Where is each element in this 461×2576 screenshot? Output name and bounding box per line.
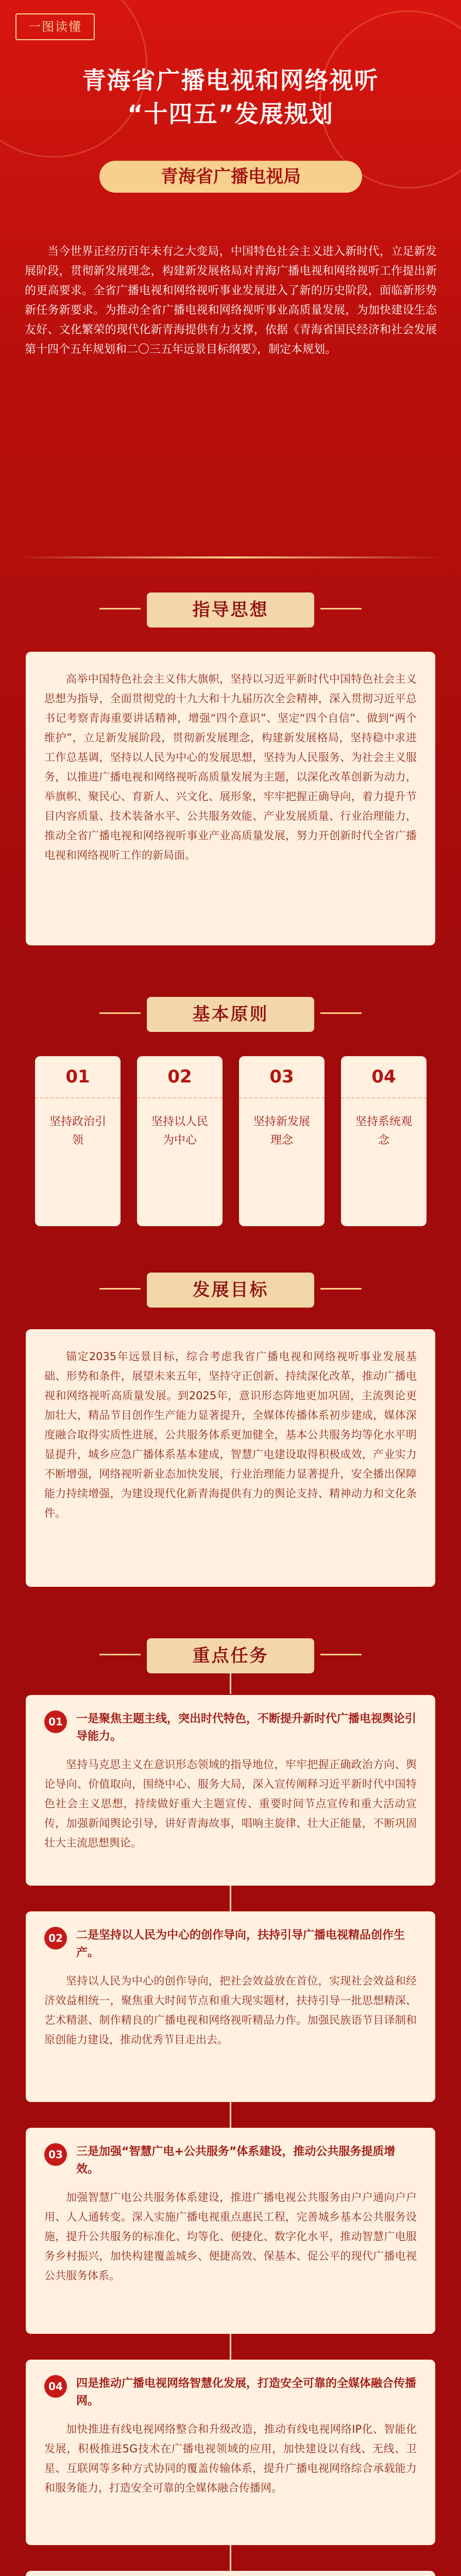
principle-text: 坚持政治引领 [49,1115,106,1147]
task-text: 坚持以人民为中心的创作导向，把社会效益放在首位，实现社会效益和经济效益相统一，聚焦重大时间节点和重大现实题材，扶持引导一批思想精深、艺术精湛、制作精良的广播电视和网络视听精品力作。加强民族语节目译制和原创能力建设，推动优秀节目走出去。 [44,1975,417,2046]
principle-card [239,1056,325,1226]
section-title-tasks: 重点任务 [147,1638,314,1673]
section-title-principles: 基本原则 [147,997,314,1032]
principle-card [35,1056,121,1226]
task-text: 加快推进有线电视网络整合和升级改造，推动有线电视网络IP化、智能化发展，积极推进5G技术在广播电视领域的应用，加快建设以有线、无线、卫星、互联网等多种方式协同的覆盖传输体系，提升广播电视网络综合承载能力和服务能力，打造安全可靠的全媒体融合传播网。 [44,2423,417,2494]
task-card [26,2571,435,2576]
principle-number: 04 [341,1056,426,1098]
page-title-line2: “十四五”发展规划 [127,100,334,128]
task-number-icon: 01 [44,1710,67,1733]
principle-text: 坚持系统观念 [355,1115,412,1147]
task-title: 一是聚焦主题主线，突出时代特色，不断提升新时代广播电视舆论引导能力。 [76,1713,417,1743]
principle-card [341,1056,426,1226]
principle-number: 03 [239,1056,325,1098]
task-title: 四是推动广播电视网络智慧化发展，打造安全可靠的全媒体融合传播网。 [76,2377,417,2408]
task-heading [44,1927,417,1962]
principle-number: 02 [137,1056,223,1098]
task-text: 加强智慧广电公共服务体系建设，推进广播电视公共服务由户户通向户户用、人人通转变。深入实施广播电视重点惠民工程，完善城乡基本公共服务设施，提升公共服务的标准化、均等化、便捷化、数字化水平，推动智慧广电服务乡村振兴，加快构建覆盖城乡、便捷高效、保基本、促公平的现代广播电视公共服务体系。 [44,2191,417,2282]
divider [14,556,447,558]
principle-text: 坚持以人民为中心 [151,1115,208,1147]
task-heading [44,2143,417,2178]
task-heading [44,1710,417,1745]
task-title: 三是加强“智慧广电+公共服务”体系建设，推动公共服务提质增效。 [76,2145,396,2176]
page-title-line1: 青海省广播电视和网络视听 [82,66,379,94]
task-text: 坚持马克思主义在意识形态领域的指导地位，牢牢把握正确政治方向、舆论导向、价值取向，围绕中心、服务大局，深入宣传阐释习近平新时代中国特色社会主义思想，持续做好重大主题宣传、重要时间节点宣传和重大活动宣传，加强新闻舆论引导，讲好青海故事，唱响主旋律、壮大正能量，不断巩固壮大主流思想舆论。 [44,1758,417,1849]
section-title-goals: 发展目标 [147,1273,314,1308]
task-card [26,2128,435,2334]
intro-paragraph: 当今世界正经历百年未有之大变局，中国特色社会主义进入新时代，立足新发展阶段，贯彻新发展理念，构建新发展格局对青海广播电视和网络视听工作提出新的更高要求。全省广播电视和网络视听事业发展进入了新的历史阶段，面临新形势新任务新要求。为推动全省广播电视和网络视听事业高质量发展，为加快建设生态友好、文化繁荣的现代化新青海提供有力支撑，依据《青海省国民经济和社会发展第十四个五年规划和二〇三五年远景目标纲要》，制定本规划。 [25,245,437,356]
section-title-guiding: 指导思想 [147,592,314,628]
task-number-icon: 04 [44,2375,67,2398]
task-heading [44,2375,417,2410]
connector-line [230,2102,231,2128]
header-tag: 一图读懂 [15,13,95,40]
task-number-icon: 03 [44,2143,67,2166]
connector-line [230,1886,231,1911]
organization-name: 青海省广播电视局 [99,161,362,193]
guiding-text: 高举中国特色社会主义伟大旗帜，坚持以习近平新时代中国特色社会主义思想为指导，全面贯彻党的十九大和十九届历次全会精神，深入贯彻习近平总书记考察青海重要讲话精神，增强“四个意识”、坚定“四个自信”、做到“两个维护”，立足新发展阶段，贯彻新发展理念，构建新发展格局，坚持稳中求进工作总基调，坚持以人民为中心的发展思想，坚持为人民服务、为社会主义服务，以推进广播电视和网络视听高质量发展为主题，以深化改革创新为动力，举旗帜、聚民心、育新人、兴文化、展形象，牢牢把握正确导向，着力提升节目内容质量、技术装备水平、公共服务效能、产业发展质量、行业治理能力，推动全省广播电视和网络视听事业产业高质量发展，努力开创新时代全省广播电视和网络视听工作的新局面。 [44,673,417,861]
principles-row [35,1056,426,1231]
connector-line [230,1673,231,1694]
principle-text: 坚持新发展理念 [253,1115,310,1147]
goals-text: 锚定2035年远景目标，综合考虑我省广播电视和网络视听事业发展基础、形势和条件，展望未来五年，坚持守正创新、持续深化改革，推动广播电视和网络视听高质量发展。到2025年，意识形态阵地更加巩固，主流舆论更加壮大，精品节目创作生产能力显著提升，全媒体传播体系初步建成，媒体深度融合取得实质性进展，公共服务体系更加健全，基本公共服务均等化水平明显提升，城乡应急广播体系基本建成，智慧广电建设取得积极成效，产业实力不断增强，网络视听新业态加快发展，行业治理能力显著提升，安全播出保障能力持续增强，为建设现代化新青海提供有力的舆论支持、精神动力和文化条件。 [44,1350,417,1519]
task-number-icon: 02 [44,1927,67,1950]
guiding-card [26,652,435,945]
task-card [26,1695,435,1886]
connector-line [230,2334,231,2360]
connector-line [230,2545,231,2571]
task-card [26,2360,435,2545]
principle-card [137,1056,223,1226]
goals-card [26,1329,435,1587]
task-title: 二是坚持以人民为中心的创作导向，扶持引导广播电视精品创作生产。 [76,1929,405,1959]
principle-number: 01 [35,1056,121,1098]
task-card [26,1911,435,2102]
